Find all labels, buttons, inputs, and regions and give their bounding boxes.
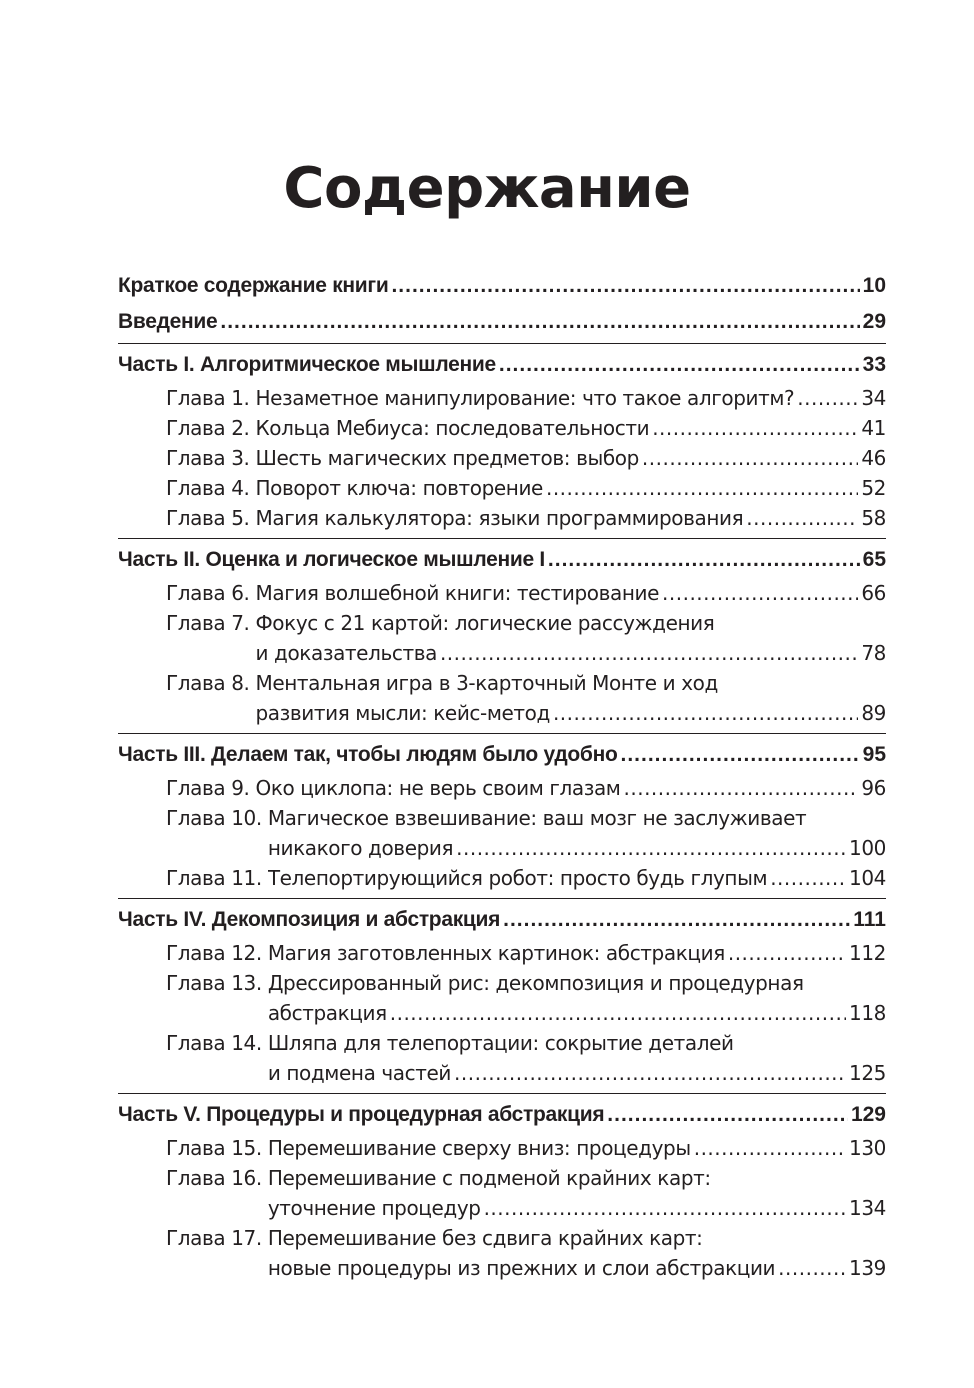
chapter-title-line [255, 413, 886, 443]
chapter-page: 96 [861, 776, 886, 800]
toc-chapter-entry[interactable] [166, 413, 886, 443]
toc-part-entry-label: Часть IV. Декомпозиция и абстракция [118, 908, 501, 931]
chapter-page: 125 [849, 1061, 886, 1085]
chapter-page: 104 [849, 866, 886, 890]
leader-dots [454, 1058, 846, 1088]
chapter-number: Глава 11. [166, 866, 268, 890]
chapter-body [268, 863, 886, 893]
chapter-page: 58 [861, 506, 886, 530]
chapter-number: Глава 3. [166, 446, 256, 470]
chapter-title-line: Ментальная игра в 3-карточный Монте и ход [255, 671, 718, 695]
toc-front-entry-label: Краткое содержание книги [118, 274, 389, 297]
chapter-title: Магия волшебной книги: тестирование [255, 581, 660, 605]
chapter-title-line [268, 998, 886, 1028]
chapter-title-line [268, 863, 886, 893]
chapter-title: Поворот ключа: повторение [255, 476, 543, 500]
chapter-page: 118 [849, 1001, 886, 1025]
leader-dots [694, 1133, 846, 1163]
toc-part-entry[interactable] [118, 737, 886, 773]
chapter-title: Перемешивание сверху вниз: процедуры [267, 1136, 691, 1160]
toc-front-entry[interactable] [118, 268, 886, 304]
chapter-body [255, 578, 886, 608]
leader-dots [484, 1193, 846, 1223]
chapter-title-line: Магическое взвешивание: ваш мозг не заслуживает [267, 806, 807, 830]
toc-part-entry[interactable] [118, 902, 886, 938]
chapter-page: 112 [849, 941, 886, 965]
section-divider [118, 538, 886, 539]
chapter-title: абстракция [267, 1001, 387, 1025]
chapter-body [255, 473, 886, 503]
page-title: Содержание [283, 155, 691, 221]
chapter-title: новые процедуры из прежних и слои абстракции [267, 1256, 776, 1280]
chapter-title-line: Фокус с 21 картой: логические рассуждения [255, 611, 715, 635]
toc-chapter-entry[interactable] [166, 578, 886, 608]
toc-chapter-entry[interactable] [166, 608, 886, 668]
toc-part-entry-page: 111 [853, 908, 886, 931]
chapter-page: 139 [849, 1256, 886, 1280]
leader-dots [499, 347, 860, 383]
toc-front-entry-page: 10 [862, 274, 886, 297]
chapter-title-line: Шляпа для телепортации: сокрытие деталей [267, 1031, 734, 1055]
leader-dots [546, 473, 858, 503]
chapter-body [268, 803, 886, 863]
chapter-title-line [268, 833, 886, 863]
chapter-body [268, 1028, 886, 1088]
toc-chapter-entry[interactable] [166, 668, 886, 728]
chapter-list [118, 938, 886, 1090]
toc-part-entry-page: 33 [862, 353, 886, 376]
chapter-title: Незаметное манипулирование: что такое алгоритм? [255, 386, 795, 410]
chapter-page: 78 [861, 641, 886, 665]
chapter-title: Кольца Мебиуса: последовательности [255, 416, 650, 440]
toc-part-entry[interactable] [118, 347, 886, 383]
toc-front-entry[interactable] [118, 304, 886, 340]
chapter-title: уточнение процедур [267, 1196, 481, 1220]
chapter-number: Глава 2. [166, 416, 256, 440]
chapter-number: Глава 1. [166, 386, 256, 410]
chapter-title-line [255, 383, 886, 413]
section-divider [118, 733, 886, 734]
chapter-title: Шесть магических предметов: выбор [255, 446, 639, 470]
chapter-title: никакого доверия [267, 836, 454, 860]
chapter-title-line [255, 773, 886, 803]
chapter-body [255, 443, 886, 473]
toc-chapter-entry[interactable] [166, 383, 886, 413]
chapter-title-line [255, 503, 886, 533]
chapter-title-line [268, 1193, 886, 1223]
toc-part-entry-page: 95 [862, 743, 886, 766]
toc-front-entry-label: Введение [118, 310, 218, 333]
chapter-list [118, 578, 886, 730]
chapter-title-line [268, 1058, 886, 1088]
chapter-body [255, 383, 886, 413]
chapter-body [268, 968, 886, 1028]
chapter-number: Глава 13. [166, 971, 268, 995]
toc-chapter-entry[interactable] [166, 803, 886, 863]
chapter-body [268, 938, 886, 968]
chapter-title: Око циклопа: не верь своим глазам [255, 776, 621, 800]
chapter-body [268, 1163, 886, 1223]
toc-chapter-entry[interactable] [166, 968, 886, 1028]
leader-dots [220, 304, 859, 340]
toc-chapter-entry[interactable] [166, 1223, 886, 1283]
leader-dots [456, 833, 846, 863]
leader-dots [440, 638, 858, 668]
chapter-body [255, 773, 886, 803]
chapter-title-line: Перемешивание без сдвига крайних карт: [267, 1226, 703, 1250]
section-divider [118, 898, 886, 899]
toc-part-entry-label: Часть III. Делаем так, чтобы людям было удобно [118, 743, 618, 766]
toc-chapter-entry[interactable] [166, 473, 886, 503]
chapter-number: Глава 10. [166, 806, 268, 830]
toc-chapter-entry[interactable] [166, 503, 886, 533]
toc-chapter-entry[interactable] [166, 1163, 886, 1223]
chapter-number: Глава 16. [166, 1166, 268, 1190]
leader-dots [390, 998, 846, 1028]
toc-part-entry-label: Часть V. Процедуры и процедурная абстракция [118, 1103, 605, 1126]
toc-chapter-entry[interactable] [166, 773, 886, 803]
chapter-title-line [268, 938, 886, 968]
leader-dots [553, 698, 858, 728]
chapter-body [255, 608, 886, 668]
chapter-page: 46 [861, 446, 886, 470]
chapter-page: 52 [861, 476, 886, 500]
table-of-contents [118, 268, 886, 1285]
chapter-page: 134 [849, 1196, 886, 1220]
toc-chapter-entry[interactable] [166, 443, 886, 473]
section-divider [118, 1093, 886, 1094]
toc-front-entry-page: 29 [862, 310, 886, 333]
chapter-number: Глава 6. [166, 581, 256, 605]
chapter-page: 130 [849, 1136, 886, 1160]
chapter-list [118, 1133, 886, 1285]
chapter-title: и подмена частей [267, 1061, 452, 1085]
chapter-number: Глава 9. [166, 776, 256, 800]
chapter-number: Глава 15. [166, 1136, 268, 1160]
leader-dots [624, 773, 859, 803]
leader-dots [621, 737, 860, 773]
chapter-title-line [255, 473, 886, 503]
leader-dots [642, 443, 858, 473]
toc-part-entry[interactable] [118, 1097, 886, 1133]
chapter-title-line: Дрессированный рис: декомпозиция и процедурная [267, 971, 804, 995]
toc-part-entry-page: 129 [850, 1103, 886, 1126]
chapter-title-line [255, 638, 886, 668]
chapter-number: Глава 7. [166, 611, 256, 635]
chapter-page: 100 [849, 836, 886, 860]
leader-dots [662, 578, 858, 608]
leader-dots [746, 503, 858, 533]
chapter-title-line [255, 698, 886, 728]
leader-dots [778, 1253, 846, 1283]
leader-dots [391, 268, 859, 304]
chapter-page: 41 [861, 416, 886, 440]
toc-part-entry-page: 65 [862, 548, 886, 571]
chapter-number: Глава 8. [166, 671, 256, 695]
toc-part-entry-label: Часть II. Оценка и логическое мышление I [118, 548, 545, 571]
chapter-title-line [268, 1133, 886, 1163]
chapter-title-line [255, 578, 886, 608]
chapter-list [118, 773, 886, 895]
chapter-title-line [268, 1253, 886, 1283]
toc-chapter-entry[interactable] [166, 1028, 886, 1088]
chapter-number: Глава 17. [166, 1226, 268, 1250]
chapter-number: Глава 4. [166, 476, 256, 500]
chapter-title-line [255, 443, 886, 473]
chapter-title: Телепортирующийся робот: просто будь глупым [267, 866, 768, 890]
chapter-number: Глава 12. [166, 941, 268, 965]
leader-dots [797, 383, 858, 413]
chapter-number: Глава 14. [166, 1031, 268, 1055]
toc-part-entry[interactable] [118, 542, 886, 578]
section-divider [118, 343, 886, 344]
chapter-page: 89 [861, 701, 886, 725]
toc-chapter-entry[interactable] [166, 1133, 886, 1163]
chapter-page: 66 [861, 581, 886, 605]
chapter-body [268, 1133, 886, 1163]
chapter-body [255, 413, 886, 443]
chapter-body [255, 503, 886, 533]
chapter-title: развития мысли: кейс-метод [255, 701, 550, 725]
chapter-title-line: Перемешивание с подменой крайних карт: [267, 1166, 711, 1190]
chapter-body [255, 668, 886, 728]
toc-part-entry-label: Часть I. Алгоритмическое мышление [118, 353, 496, 376]
leader-dots [548, 542, 860, 578]
chapter-title: Магия калькулятора: языки программирования [255, 506, 744, 530]
leader-dots [652, 413, 858, 443]
chapter-title: и доказательства [255, 641, 437, 665]
chapter-title: Магия заготовленных картинок: абстракция [267, 941, 725, 965]
chapter-body [268, 1223, 886, 1283]
leader-dots [607, 1097, 848, 1133]
chapter-number: Глава 5. [166, 506, 256, 530]
chapter-list [118, 383, 886, 535]
toc-chapter-entry[interactable] [166, 863, 886, 893]
leader-dots [728, 938, 846, 968]
leader-dots [503, 902, 850, 938]
leader-dots [770, 863, 846, 893]
chapter-page: 34 [861, 386, 886, 410]
toc-chapter-entry[interactable] [166, 938, 886, 968]
